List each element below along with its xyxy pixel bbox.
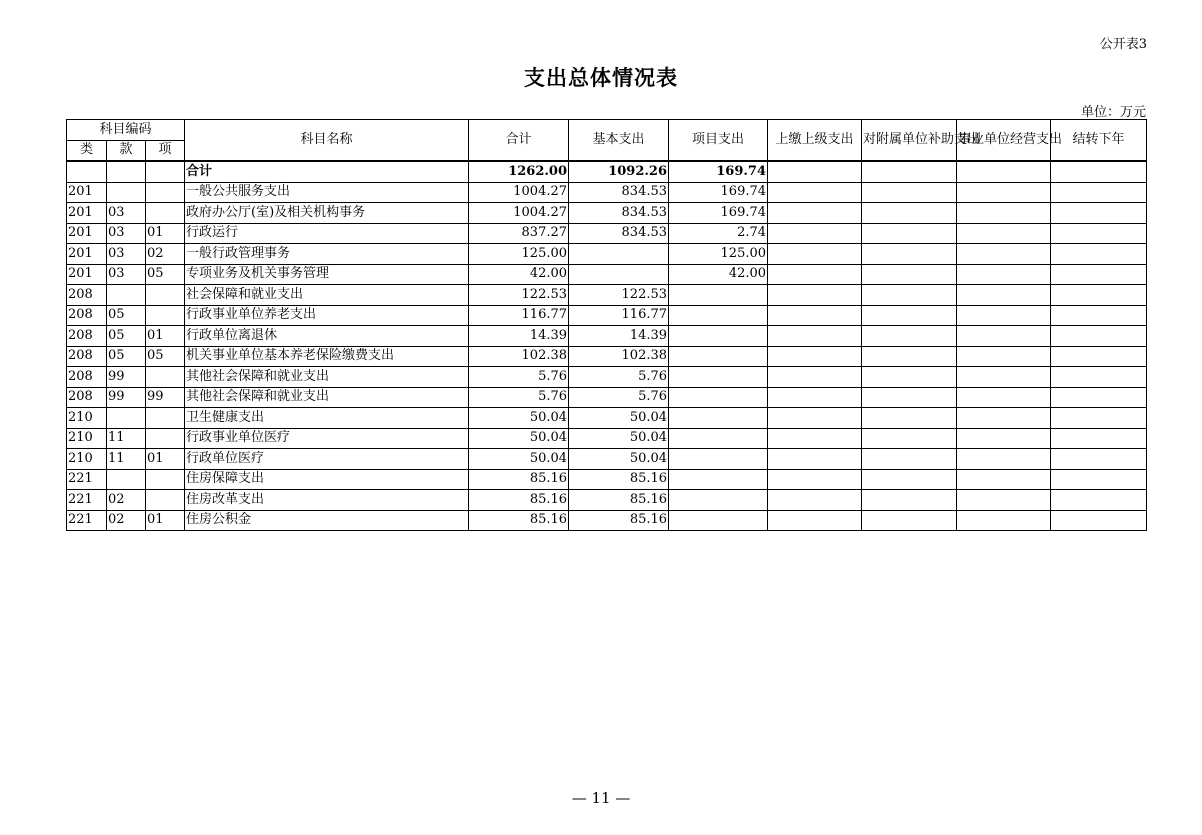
header-class: 类	[67, 140, 107, 161]
subsidy-cell	[862, 346, 957, 367]
total-cell: 85.16	[469, 490, 569, 511]
item-cell	[146, 367, 185, 388]
payment-to-superior-cell	[768, 305, 862, 326]
basic-cell: 85.16	[569, 490, 669, 511]
table-row	[67, 408, 1147, 429]
project-cell	[669, 449, 768, 470]
total-subsidy	[862, 161, 957, 182]
table-row	[67, 203, 1147, 224]
class-cell: 210	[67, 449, 107, 470]
table-row	[67, 285, 1147, 306]
subsidy-cell	[862, 223, 957, 244]
payment-to-superior-cell	[768, 469, 862, 490]
class-cell: 221	[67, 469, 107, 490]
total-cell: 85.16	[469, 510, 569, 531]
operation-cell	[957, 428, 1051, 449]
total-cell: 837.27	[469, 223, 569, 244]
total-project: 169.74	[669, 161, 768, 182]
total-row	[67, 161, 1147, 182]
item-cell	[146, 182, 185, 203]
subject-name-cell: 机关事业单位基本养老保险缴费支出	[185, 346, 469, 367]
carryover-cell	[1051, 367, 1147, 388]
subject-name-cell: 社会保障和就业支出	[185, 285, 469, 306]
table-row	[67, 264, 1147, 285]
subject-name-cell: 行政事业单位医疗	[185, 428, 469, 449]
item-cell	[146, 408, 185, 429]
page-number: — 11 —	[571, 789, 631, 807]
header-project-expenditure: 项目支出	[669, 120, 768, 162]
carryover-cell	[1051, 408, 1147, 429]
section-cell: 03	[107, 223, 146, 244]
table-row	[67, 367, 1147, 388]
item-cell: 01	[146, 326, 185, 347]
item-cell	[146, 469, 185, 490]
class-cell: 221	[67, 490, 107, 511]
operation-cell	[957, 510, 1051, 531]
section-cell: 05	[107, 326, 146, 347]
operation-cell	[957, 264, 1051, 285]
project-cell: 42.00	[669, 264, 768, 285]
basic-cell: 85.16	[569, 469, 669, 490]
payment-to-superior-cell	[768, 428, 862, 449]
subject-name-cell: 行政运行	[185, 223, 469, 244]
project-cell	[669, 305, 768, 326]
header-subsidy-to-affiliated: 对附属单位补助支出	[862, 120, 957, 162]
form-number: 公开表3	[1099, 37, 1147, 52]
project-cell	[669, 367, 768, 388]
total-class-cell	[67, 161, 107, 182]
payment-to-superior-cell	[768, 408, 862, 429]
project-cell: 2.74	[669, 223, 768, 244]
project-cell	[669, 510, 768, 531]
section-cell: 99	[107, 367, 146, 388]
subsidy-cell	[862, 203, 957, 224]
operation-cell	[957, 408, 1051, 429]
item-cell	[146, 285, 185, 306]
total-section-cell	[107, 161, 146, 182]
total-cell: 50.04	[469, 449, 569, 470]
table-row	[67, 510, 1147, 531]
section-cell: 03	[107, 244, 146, 265]
item-cell: 01	[146, 223, 185, 244]
carryover-cell	[1051, 510, 1147, 531]
section-cell: 11	[107, 428, 146, 449]
carryover-cell	[1051, 203, 1147, 224]
carryover-cell	[1051, 305, 1147, 326]
total-item-cell	[146, 161, 185, 182]
subject-name-cell: 行政事业单位养老支出	[185, 305, 469, 326]
section-cell: 05	[107, 305, 146, 326]
item-cell	[146, 490, 185, 511]
item-cell: 05	[146, 346, 185, 367]
total-cell: 122.53	[469, 285, 569, 306]
total-cell: 125.00	[469, 244, 569, 265]
operation-cell	[957, 223, 1051, 244]
total-cell: 1004.27	[469, 182, 569, 203]
carryover-cell	[1051, 346, 1147, 367]
class-cell: 208	[67, 285, 107, 306]
basic-cell: 102.38	[569, 346, 669, 367]
class-cell: 208	[67, 305, 107, 326]
payment-to-superior-cell	[768, 223, 862, 244]
total-carryover	[1051, 161, 1147, 182]
header-payment-to-superior: 上缴上级支出	[768, 120, 862, 162]
section-cell: 99	[107, 387, 146, 408]
table-row	[67, 490, 1147, 511]
carryover-cell	[1051, 264, 1147, 285]
item-cell: 01	[146, 510, 185, 531]
item-cell: 99	[146, 387, 185, 408]
header-item: 项	[146, 140, 185, 161]
item-cell: 05	[146, 264, 185, 285]
operation-cell	[957, 469, 1051, 490]
subject-name-cell: 专项业务及机关事务管理	[185, 264, 469, 285]
subsidy-cell	[862, 510, 957, 531]
subsidy-cell	[862, 182, 957, 203]
payment-to-superior-cell	[768, 264, 862, 285]
table-row	[67, 305, 1147, 326]
subject-name-cell: 住房保障支出	[185, 469, 469, 490]
total-cell: 5.76	[469, 387, 569, 408]
total-cell: 50.04	[469, 428, 569, 449]
expenditure-table	[66, 119, 1147, 531]
operation-cell	[957, 182, 1051, 203]
payment-to-superior-cell	[768, 346, 862, 367]
operation-cell	[957, 326, 1051, 347]
payment-to-superior-cell	[768, 387, 862, 408]
operation-cell	[957, 490, 1051, 511]
subject-name-cell: 一般公共服务支出	[185, 182, 469, 203]
project-cell: 169.74	[669, 182, 768, 203]
payment-to-superior-cell	[768, 182, 862, 203]
class-cell: 208	[67, 326, 107, 347]
project-cell	[669, 408, 768, 429]
basic-cell	[569, 264, 669, 285]
total-payment-to-superior	[768, 161, 862, 182]
subsidy-cell	[862, 244, 957, 265]
header-section: 款	[107, 140, 146, 161]
project-cell	[669, 490, 768, 511]
project-cell	[669, 469, 768, 490]
carryover-cell	[1051, 428, 1147, 449]
table-row	[67, 244, 1147, 265]
subsidy-cell	[862, 490, 957, 511]
table-row	[67, 449, 1147, 470]
total-cell: 14.39	[469, 326, 569, 347]
section-cell: 02	[107, 490, 146, 511]
header-subject-code: 科目编码	[67, 120, 185, 141]
section-cell	[107, 285, 146, 306]
basic-cell	[569, 244, 669, 265]
carryover-cell	[1051, 469, 1147, 490]
subject-name-cell: 其他社会保障和就业支出	[185, 367, 469, 388]
total-cell: 42.00	[469, 264, 569, 285]
class-cell: 201	[67, 182, 107, 203]
basic-cell: 5.76	[569, 367, 669, 388]
basic-cell: 122.53	[569, 285, 669, 306]
table-row	[67, 326, 1147, 347]
carryover-cell	[1051, 285, 1147, 306]
class-cell: 201	[67, 264, 107, 285]
payment-to-superior-cell	[768, 367, 862, 388]
section-cell: 02	[107, 510, 146, 531]
subsidy-cell	[862, 367, 957, 388]
operation-cell	[957, 305, 1051, 326]
basic-cell: 50.04	[569, 449, 669, 470]
class-cell: 210	[67, 408, 107, 429]
operation-cell	[957, 387, 1051, 408]
table-row	[67, 223, 1147, 244]
subsidy-cell	[862, 264, 957, 285]
table-row	[67, 469, 1147, 490]
operation-cell	[957, 244, 1051, 265]
subsidy-cell	[862, 305, 957, 326]
subject-name-cell: 住房公积金	[185, 510, 469, 531]
project-cell	[669, 346, 768, 367]
basic-cell: 14.39	[569, 326, 669, 347]
carryover-cell	[1051, 449, 1147, 470]
subsidy-cell	[862, 449, 957, 470]
project-cell	[669, 387, 768, 408]
item-cell: 02	[146, 244, 185, 265]
section-cell	[107, 408, 146, 429]
basic-cell: 50.04	[569, 428, 669, 449]
header-basic-expenditure: 基本支出	[569, 120, 669, 162]
subsidy-cell	[862, 408, 957, 429]
class-cell: 208	[67, 346, 107, 367]
total-cell: 50.04	[469, 408, 569, 429]
section-cell	[107, 469, 146, 490]
class-cell: 210	[67, 428, 107, 449]
total-cell: 5.76	[469, 367, 569, 388]
subsidy-cell	[862, 387, 957, 408]
subsidy-cell	[862, 469, 957, 490]
total-cell: 116.77	[469, 305, 569, 326]
section-cell: 03	[107, 264, 146, 285]
class-cell: 201	[67, 203, 107, 224]
subject-name-cell: 其他社会保障和就业支出	[185, 387, 469, 408]
payment-to-superior-cell	[768, 326, 862, 347]
table-row	[67, 346, 1147, 367]
page-title: 支出总体情况表	[524, 66, 678, 90]
subject-name-cell: 一般行政管理事务	[185, 244, 469, 265]
operation-cell	[957, 285, 1051, 306]
operation-cell	[957, 449, 1051, 470]
total-cell: 85.16	[469, 469, 569, 490]
item-cell	[146, 428, 185, 449]
total-label: 合计	[185, 161, 469, 182]
section-cell: 03	[107, 203, 146, 224]
item-cell	[146, 305, 185, 326]
subsidy-cell	[862, 428, 957, 449]
basic-cell: 834.53	[569, 223, 669, 244]
basic-cell: 834.53	[569, 182, 669, 203]
subject-name-cell: 卫生健康支出	[185, 408, 469, 429]
payment-to-superior-cell	[768, 490, 862, 511]
total-amount: 1262.00	[469, 161, 569, 182]
subsidy-cell	[862, 326, 957, 347]
carryover-cell	[1051, 490, 1147, 511]
class-cell: 201	[67, 223, 107, 244]
payment-to-superior-cell	[768, 285, 862, 306]
header-public-institution-operation: 事业单位经营支出	[957, 120, 1051, 162]
table-row	[67, 182, 1147, 203]
project-cell	[669, 428, 768, 449]
total-operation	[957, 161, 1051, 182]
carryover-cell	[1051, 387, 1147, 408]
basic-cell: 834.53	[569, 203, 669, 224]
subject-name-cell: 行政单位离退休	[185, 326, 469, 347]
basic-cell: 116.77	[569, 305, 669, 326]
operation-cell	[957, 203, 1051, 224]
class-cell: 221	[67, 510, 107, 531]
payment-to-superior-cell	[768, 449, 862, 470]
header-total: 合计	[469, 120, 569, 162]
subject-name-cell: 行政单位医疗	[185, 449, 469, 470]
header-carryover-next-year: 结转下年	[1051, 120, 1147, 162]
unit-label: 单位：万元	[1080, 105, 1146, 120]
operation-cell	[957, 346, 1051, 367]
payment-to-superior-cell	[768, 510, 862, 531]
item-cell	[146, 203, 185, 224]
payment-to-superior-cell	[768, 203, 862, 224]
table-row	[67, 387, 1147, 408]
total-basic: 1092.26	[569, 161, 669, 182]
project-cell: 125.00	[669, 244, 768, 265]
total-cell: 1004.27	[469, 203, 569, 224]
project-cell	[669, 285, 768, 306]
project-cell: 169.74	[669, 203, 768, 224]
section-cell	[107, 182, 146, 203]
total-cell: 102.38	[469, 346, 569, 367]
basic-cell: 85.16	[569, 510, 669, 531]
carryover-cell	[1051, 223, 1147, 244]
payment-to-superior-cell	[768, 244, 862, 265]
class-cell: 208	[67, 387, 107, 408]
header-subject-name: 科目名称	[185, 120, 469, 162]
subject-name-cell: 住房改革支出	[185, 490, 469, 511]
carryover-cell	[1051, 182, 1147, 203]
project-cell	[669, 326, 768, 347]
section-cell: 11	[107, 449, 146, 470]
section-cell: 05	[107, 346, 146, 367]
class-cell: 201	[67, 244, 107, 265]
carryover-cell	[1051, 244, 1147, 265]
operation-cell	[957, 367, 1051, 388]
table-row	[67, 428, 1147, 449]
item-cell: 01	[146, 449, 185, 470]
class-cell: 208	[67, 367, 107, 388]
basic-cell: 5.76	[569, 387, 669, 408]
subsidy-cell	[862, 285, 957, 306]
carryover-cell	[1051, 326, 1147, 347]
basic-cell: 50.04	[569, 408, 669, 429]
subject-name-cell: 政府办公厅(室)及相关机构事务	[185, 203, 469, 224]
